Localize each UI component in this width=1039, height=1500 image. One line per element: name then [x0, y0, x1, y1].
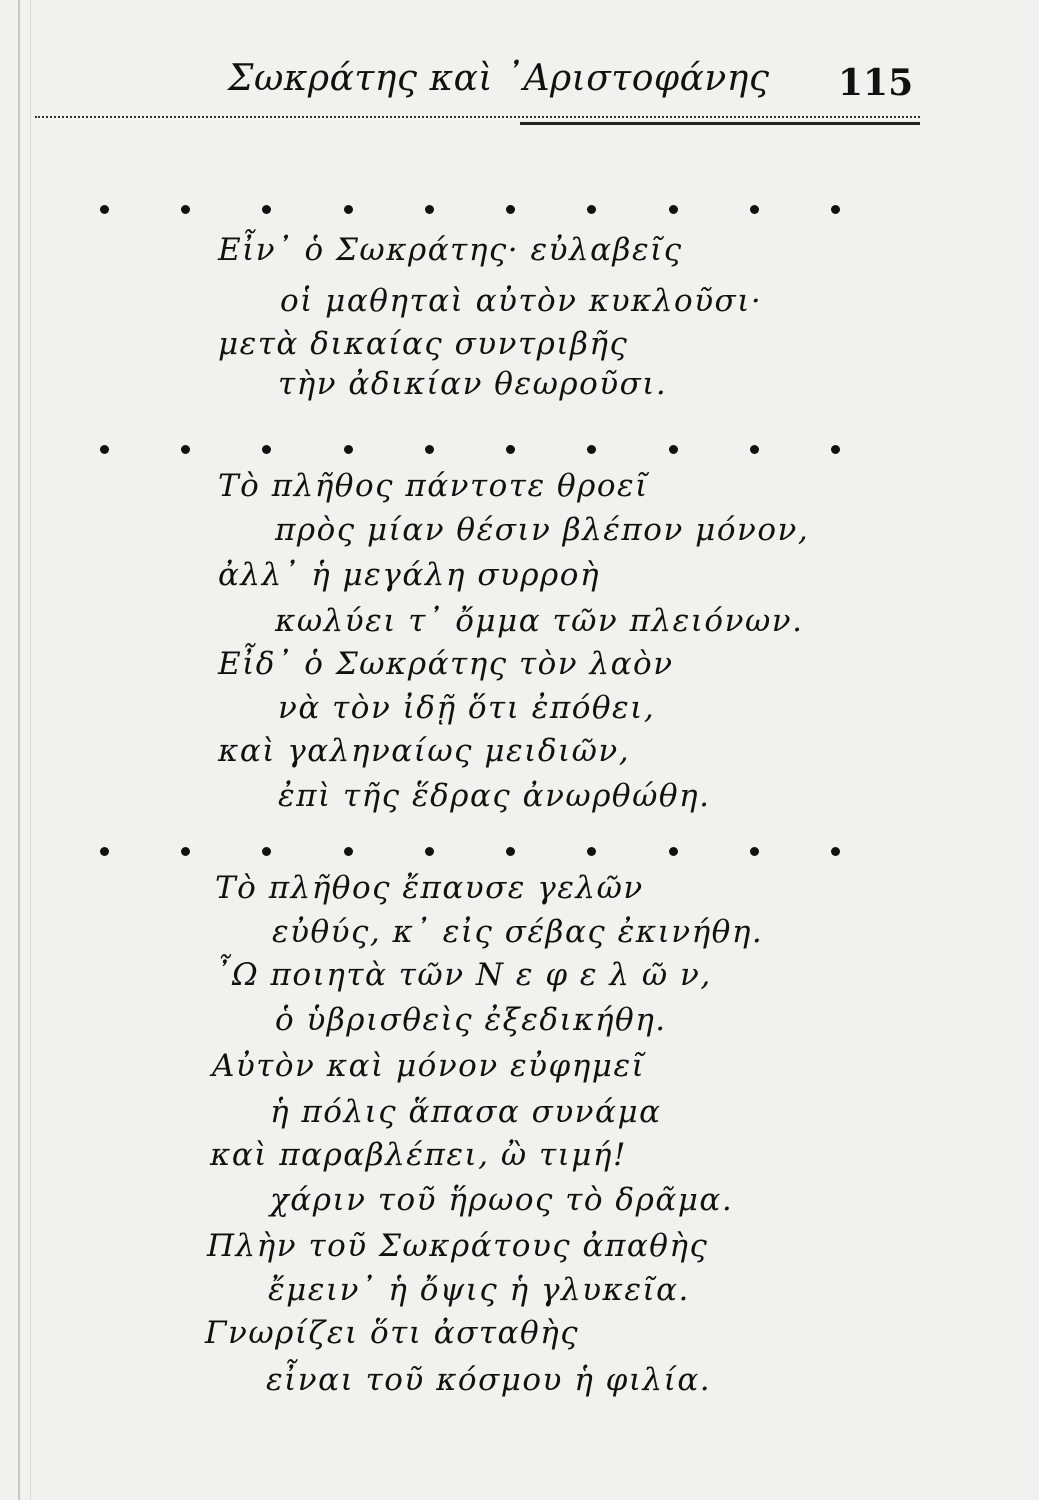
- header-dotted-rule: [35, 116, 920, 118]
- verse-line: ὁ ὑβρισθεὶς ἐξεδικήθη.: [275, 1002, 667, 1038]
- ellipsis-dots-row: [100, 847, 840, 856]
- verse-line: ἔμειν᾽ ἡ ὄψις ἡ γλυκεῖα.: [268, 1272, 690, 1308]
- page-number: 115: [838, 62, 914, 104]
- page-header: [0, 0, 1039, 140]
- verse-line: εὐθύς, κ᾽ εἰς σέβας ἐκινήθη.: [272, 914, 764, 950]
- running-title: Σωκράτης καὶ ᾽Αριστοφάνης: [228, 58, 770, 99]
- verse-line: καὶ παραβλέπει, ὢ τιμή!: [210, 1137, 627, 1173]
- page-edge-line: [18, 0, 20, 1500]
- verse-line: Εἶν᾽ ὁ Σωκράτης· εὐλαβεῖς: [218, 232, 683, 268]
- verse-line: Πλὴν τοῦ Σωκράτους ἀπαθὴς: [207, 1228, 709, 1264]
- verse-line: κωλύει τ᾽ ὄμμα τῶν πλειόνων.: [275, 603, 804, 639]
- verse-line: πρὸς μίαν θέσιν βλέπον μόνον,: [275, 512, 810, 548]
- verse-line: Γνωρίζει ὅτι ἀσταθὴς: [205, 1315, 580, 1351]
- ellipsis-dots-row: [100, 205, 840, 214]
- verse-line: Αὐτὸν καὶ μόνον εὐφημεῖ: [212, 1048, 646, 1084]
- verse-line: νὰ τὸν ἰδῇ ὅτι ἐπόθει,: [278, 690, 656, 726]
- page-edge-line-inner: [30, 0, 31, 1500]
- verse-line: Τὸ πλῆθος πάντοτε θροεῖ: [218, 468, 649, 504]
- verse-line: καὶ γαληναίως μειδιῶν,: [218, 733, 631, 769]
- verse-line: τὴν ἀδικίαν θεωροῦσι.: [278, 366, 668, 402]
- verse-line: Τὸ πλῆθος ἔπαυσε γελῶν: [215, 870, 644, 906]
- verse-line: ῏Ω ποιητὰ τῶν Ν ε φ ε λ ῶ ν,: [215, 957, 712, 993]
- verse-line: μετὰ δικαίας συντριβῆς: [218, 326, 629, 362]
- verse-line: Εἶδ᾽ ὁ Σωκράτης τὸν λαὸν: [218, 646, 674, 682]
- ellipsis-dots-row: [100, 445, 840, 454]
- verse-line: χάριν τοῦ ἥρωος τὸ δρᾶμα.: [270, 1182, 734, 1218]
- header-solid-rule: [520, 122, 920, 125]
- verse-line: ἡ πόλις ἅπασα συνάμα: [270, 1094, 662, 1130]
- verse-line: ἐπὶ τῆς ἕδρας ἀνωρθώθη.: [278, 778, 711, 814]
- verse-line: ἀλλ᾽ ἡ μεγάλη συρροὴ: [218, 557, 601, 593]
- verse-line: εἶναι τοῦ κόσμου ἡ φιλία.: [266, 1362, 712, 1398]
- verse-line: οἱ μαθηταὶ αὐτὸν κυκλοῦσι·: [280, 283, 763, 319]
